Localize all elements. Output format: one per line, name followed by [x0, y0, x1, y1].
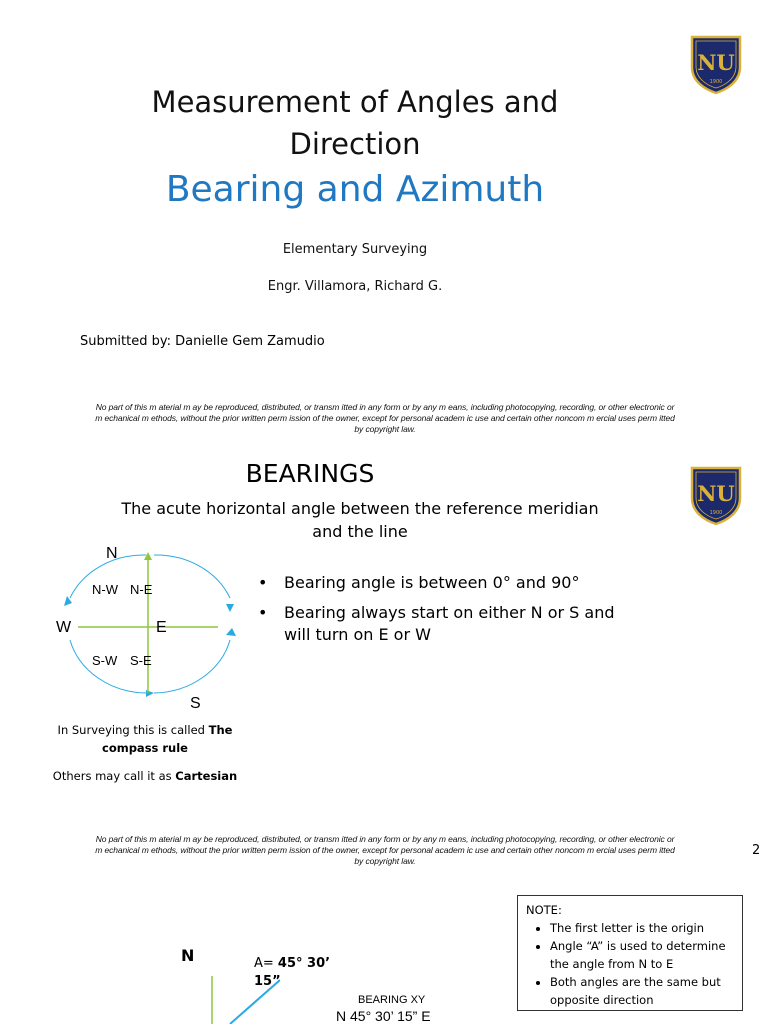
definition-line: The acute horizontal angle between the reference meridian: [121, 499, 599, 518]
disclaimer-line: by copyright law.: [354, 424, 416, 434]
compass-sw-label: S-W: [92, 653, 118, 668]
angle-prefix: A=: [254, 956, 278, 971]
course-name: Elementary Surveying: [282, 242, 428, 257]
logo-year: 1900: [709, 79, 723, 85]
disclaimer-line: by copyright law.: [354, 856, 416, 866]
bullet-dot-icon: •: [258, 603, 268, 622]
compass-nw-label: N-W: [92, 582, 118, 597]
nu-shield-icon: [688, 33, 744, 95]
compass-diagram: [50, 540, 250, 715]
note-item: • Both angles are the same but opposite direction: [550, 973, 734, 1009]
slide1-title-line1: Measurement of Angles and: [151, 85, 559, 119]
arrow-head: [64, 596, 72, 606]
slide1-disclaimer: [40, 402, 730, 435]
slide2-title: BEARINGS: [245, 459, 375, 488]
nu-logo: [688, 464, 744, 526]
compass-se-label: S-E: [130, 653, 152, 668]
compass-arc-ne: [154, 555, 230, 598]
caption-bold: compass rule: [102, 741, 188, 755]
submitted-by: Submitted by: Danielle Gem Zamudio: [80, 334, 325, 349]
bullet-item: [258, 572, 618, 594]
arrow-head: [146, 690, 154, 697]
note-item: • Angle “A” is used to determine the angle from N to E: [550, 937, 734, 973]
bullet-text: Bearing angle is between 0° and 90°: [284, 573, 580, 592]
definition-line: and the line: [312, 522, 408, 541]
nu-logo: [688, 33, 744, 95]
logo-letters: NU: [697, 50, 735, 75]
logo-year: 1900: [709, 510, 723, 516]
compass-arc-se: [154, 640, 230, 693]
compass-n-label: N: [106, 545, 118, 562]
nu-shield-icon: [688, 464, 744, 526]
slide3-n-label: N: [181, 946, 195, 965]
bullet-text: Bearing always start on either N or S and will turn on E or W: [284, 603, 615, 644]
compass-rule-caption: [40, 721, 250, 757]
disclaimer-line: No part of this m aterial m ay be reproduced, distributed, or transm itted in any form or by any m eans, including photocopying, recording, or other electronic or: [95, 402, 675, 412]
compass-w-label: W: [56, 619, 72, 636]
instructor-name: Engr. Villamora, Richard G.: [267, 279, 443, 294]
angle-value-seconds: 15”: [254, 974, 281, 989]
compass-e-label: E: [156, 619, 167, 636]
note-item: • The first letter is the origin: [550, 919, 734, 937]
note-box: [517, 895, 743, 1011]
arrow-head: [144, 552, 152, 560]
arrow-head: [226, 604, 234, 612]
bearing-xy-label: BEARING XY: [358, 994, 426, 1006]
bearing-bullets: [258, 572, 618, 654]
logo-letters: NU: [697, 481, 735, 506]
compass-ne-label: N-E: [130, 582, 153, 597]
angle-a-label: [254, 955, 330, 991]
slide1-title-line2: Direction: [289, 127, 421, 161]
angle-value: 45° 30’: [277, 956, 331, 971]
compass-s-label: S: [190, 695, 201, 712]
bullet-dot-icon: •: [258, 573, 268, 592]
note-title: NOTE:: [526, 903, 562, 917]
disclaimer-line: m echanical m ethods, without the prior written perm ission of the owner, except for personal academ ic use and certain other noncom m ercial uses perm itted: [95, 845, 675, 855]
caption-bold: Cartesian: [175, 769, 238, 783]
bullet-item: [258, 602, 618, 646]
cartesian-caption: [30, 767, 260, 785]
disclaimer-line: m echanical m ethods, without the prior written perm ission of the owner, except for personal academ ic use and certain other noncom m ercial uses perm itted: [95, 413, 675, 423]
slide2-disclaimer: [40, 834, 730, 867]
caption-text: Others may call it as: [52, 769, 176, 783]
bearings-definition: [60, 497, 660, 543]
caption-text: In Surveying this is called: [57, 723, 209, 737]
page-number: 2: [752, 843, 761, 858]
arrow-head: [226, 628, 236, 636]
bearing-xy-value: N 45° 30’ 15” E: [336, 1008, 431, 1024]
caption-bold: The: [208, 723, 233, 737]
note-list: [526, 919, 734, 1009]
disclaimer-line: No part of this m aterial m ay be reproduced, distributed, or transm itted in any form or by any m eans, including photocopying, recording, or other electronic or: [95, 834, 675, 844]
slide1-subtitle: Bearing and Azimuth: [165, 169, 545, 210]
